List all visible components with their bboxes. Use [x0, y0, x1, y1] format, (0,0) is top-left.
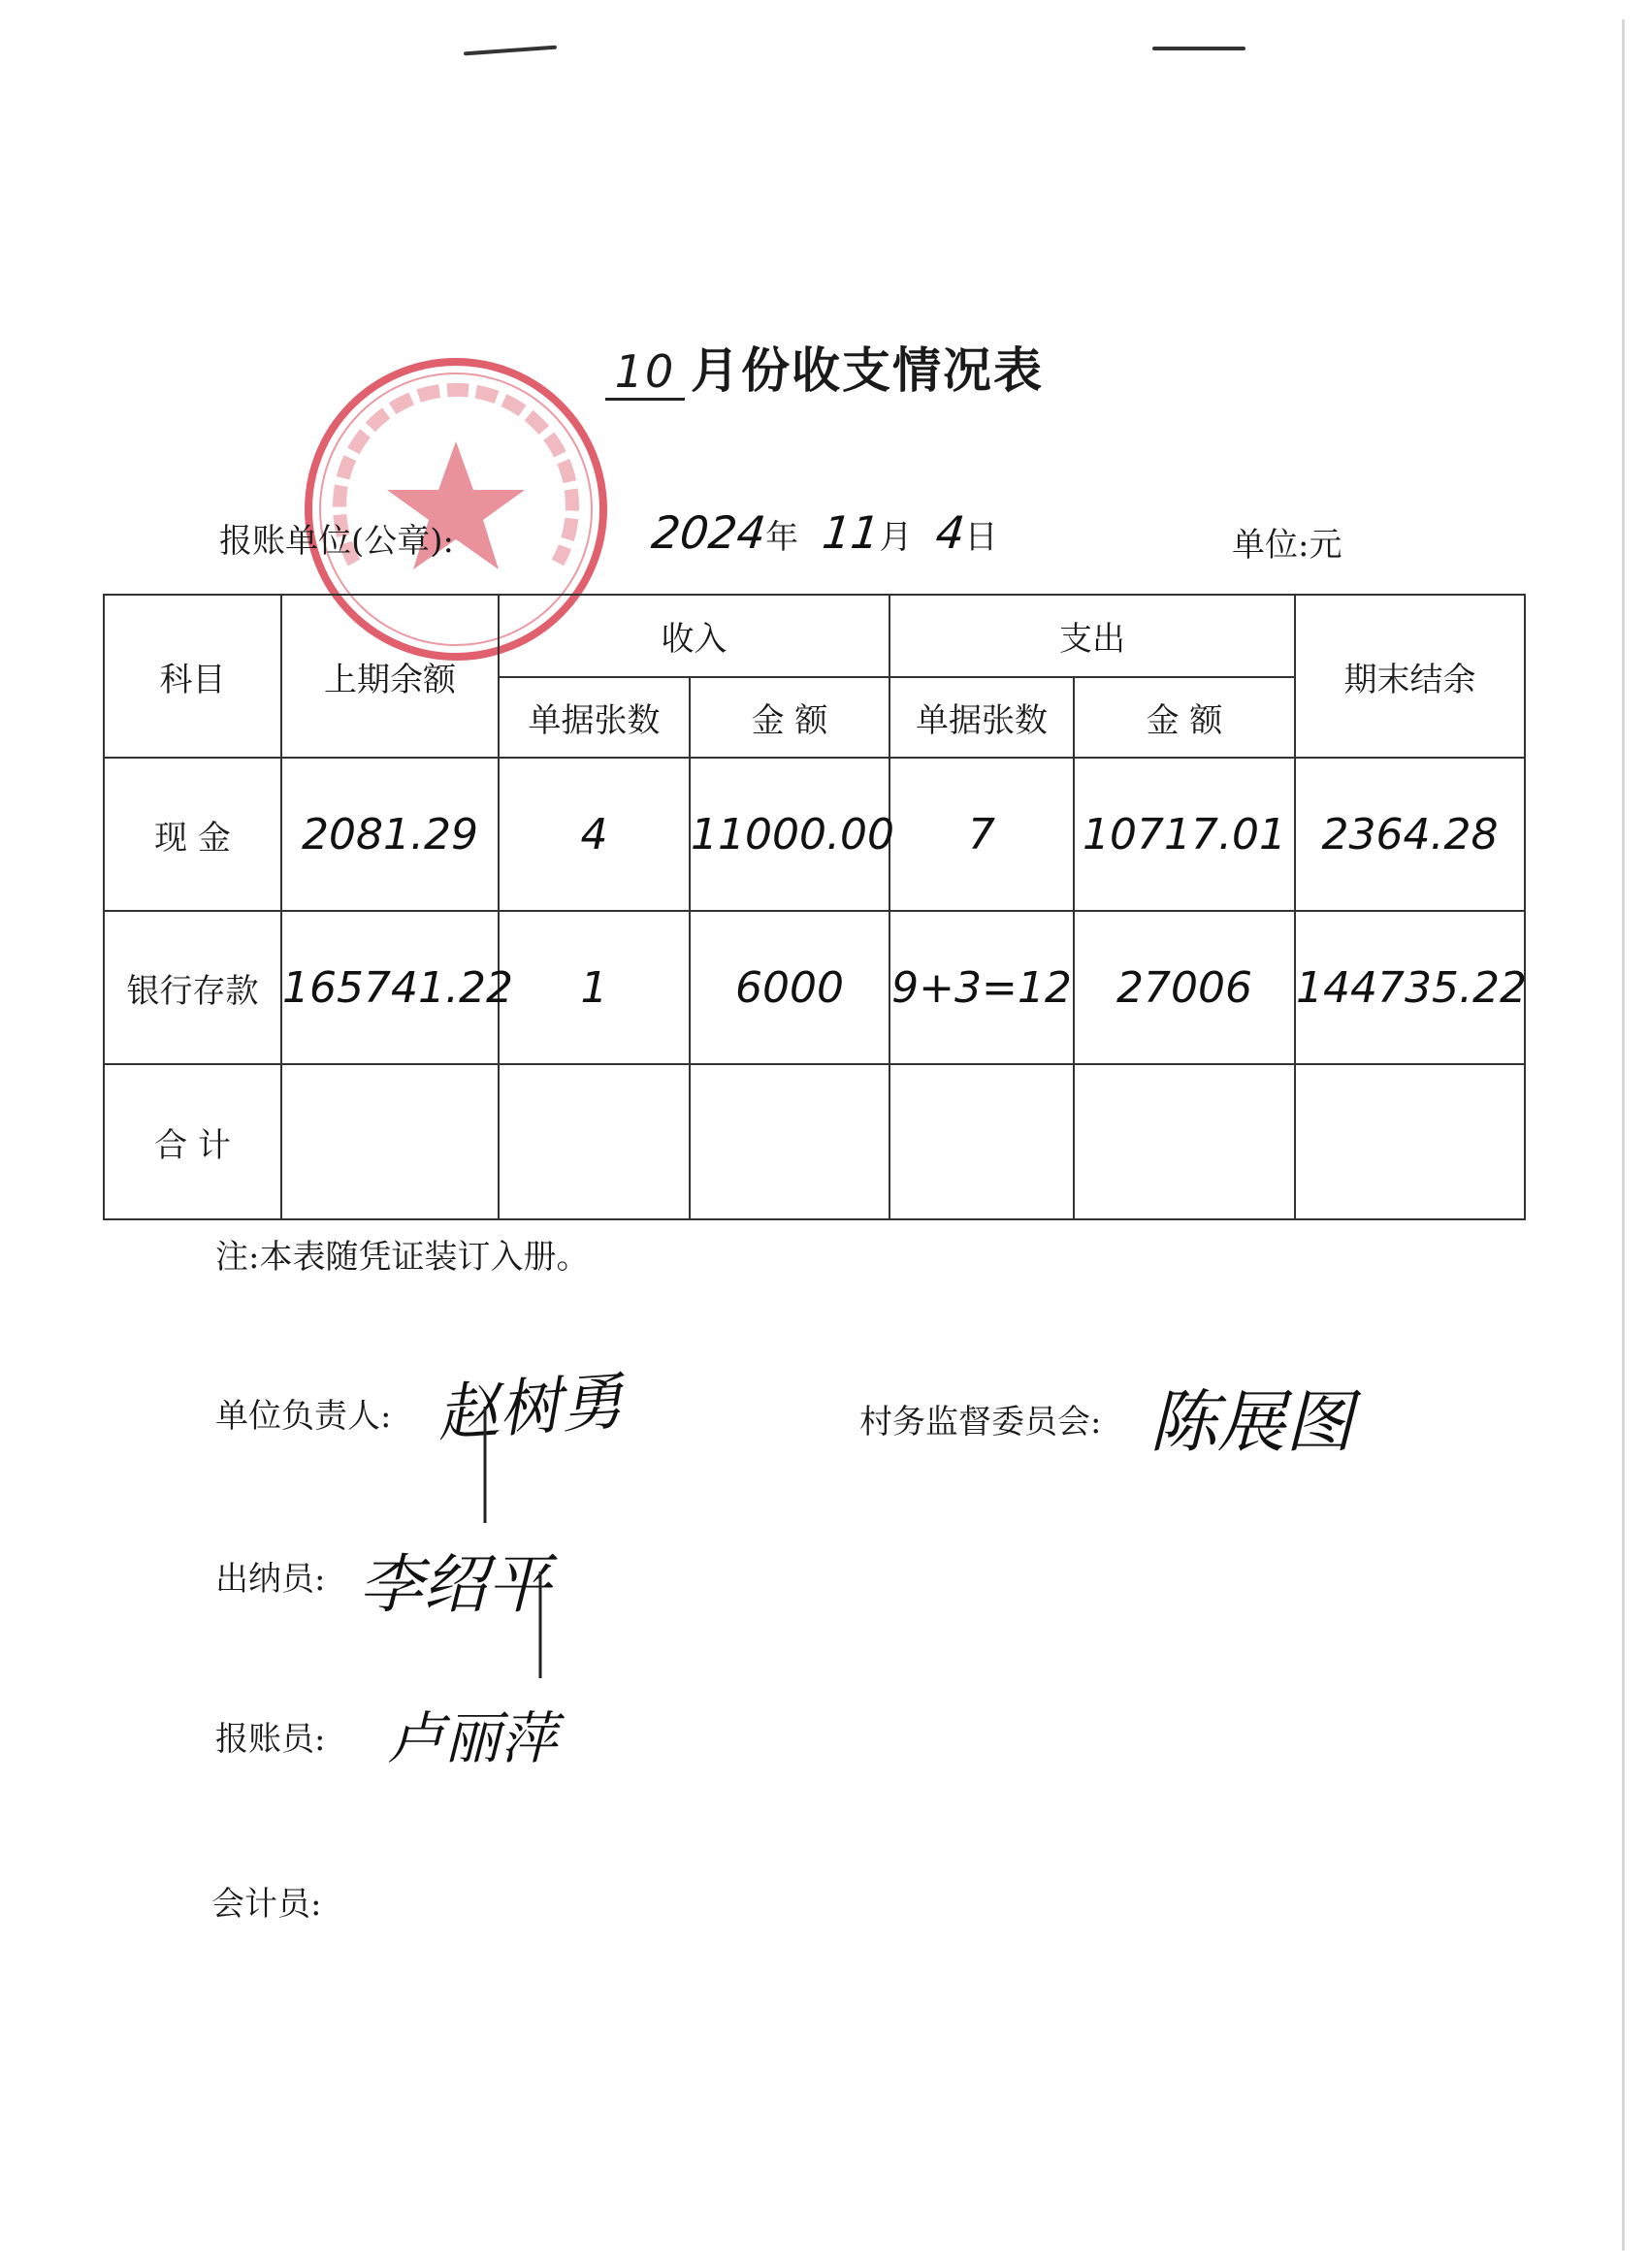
cell-ending-balance: 2364.28	[1295, 758, 1525, 911]
report-date	[649, 506, 998, 559]
cell-income-amount	[690, 1064, 889, 1219]
signature-stroke	[480, 1407, 490, 1523]
cell-expense-count: 7	[889, 758, 1074, 911]
table-row	[104, 758, 1525, 911]
row-subject: 现 金	[104, 758, 281, 911]
cell-previous-balance	[281, 1064, 499, 1219]
cashier-signature: 李绍平	[359, 1547, 551, 1622]
currency-label: 单位:元	[1232, 526, 1342, 565]
date-month: 11	[820, 506, 883, 559]
supervision-label: 村务监督委员会:	[859, 1403, 1102, 1442]
cell-income-amount: 11000.00	[690, 758, 889, 911]
unit-head-label: 单位负责人:	[215, 1397, 392, 1436]
table-row-total	[104, 1064, 1525, 1219]
header-expense: 支出	[889, 595, 1295, 677]
date-day-suffix: 日	[964, 518, 998, 557]
cell-ending-balance	[1295, 1064, 1525, 1219]
reporter-signature: 卢丽萍	[388, 1705, 558, 1771]
unit-head-signature: 赵树勇	[435, 1366, 626, 1451]
date-month-suffix: 月	[879, 518, 913, 557]
header-income-amount: 金 额	[690, 677, 889, 758]
header-subject: 科目	[104, 595, 281, 758]
title-text: 月份收支情况表	[691, 341, 1044, 399]
header-previous-balance: 上期余额	[281, 595, 499, 758]
row-subject: 银行存款	[104, 911, 281, 1064]
accountant-label: 会计员:	[211, 1885, 322, 1924]
header-income-count: 单据张数	[499, 677, 690, 758]
table-note: 注:本表随凭证装订入册。	[215, 1238, 590, 1277]
scan-mark-left	[464, 46, 557, 56]
title-month: 10	[605, 345, 685, 401]
page-title	[0, 332, 1649, 402]
table-row	[104, 911, 1525, 1064]
cashier-label: 出纳员:	[215, 1560, 326, 1599]
cell-expense-count	[889, 1064, 1074, 1219]
cell-expense-count: 9+3=12	[889, 911, 1074, 1064]
cell-income-amount: 6000	[690, 911, 889, 1064]
header-expense-amount: 金 额	[1074, 677, 1295, 758]
date-day: 4	[933, 506, 968, 559]
cell-previous-balance: 165741.22	[281, 911, 499, 1064]
cell-expense-amount	[1074, 1064, 1295, 1219]
cell-previous-balance: 2081.29	[281, 758, 499, 911]
scan-mark-right	[1152, 47, 1245, 50]
cell-ending-balance: 144735.22	[1295, 911, 1525, 1064]
cell-income-count	[499, 1064, 690, 1219]
header-expense-count: 单据张数	[889, 677, 1074, 758]
header-ending-balance: 期末结余	[1295, 595, 1525, 758]
cell-expense-amount: 27006	[1074, 911, 1295, 1064]
date-year-suffix: 年	[765, 518, 799, 557]
unit-label: 报账单位(公章):	[219, 522, 454, 561]
header-income: 收入	[499, 595, 889, 677]
reporter-label: 报账员:	[215, 1720, 326, 1759]
supervision-signature: 陈展图	[1149, 1382, 1353, 1462]
date-year: 2024	[649, 506, 768, 559]
row-subject: 合 计	[104, 1064, 281, 1219]
cell-expense-amount: 10717.01	[1074, 758, 1295, 911]
ledger-table	[103, 594, 1526, 1220]
cell-income-count: 1	[499, 911, 690, 1064]
cell-income-count: 4	[499, 758, 690, 911]
signature-stroke	[535, 1571, 545, 1678]
